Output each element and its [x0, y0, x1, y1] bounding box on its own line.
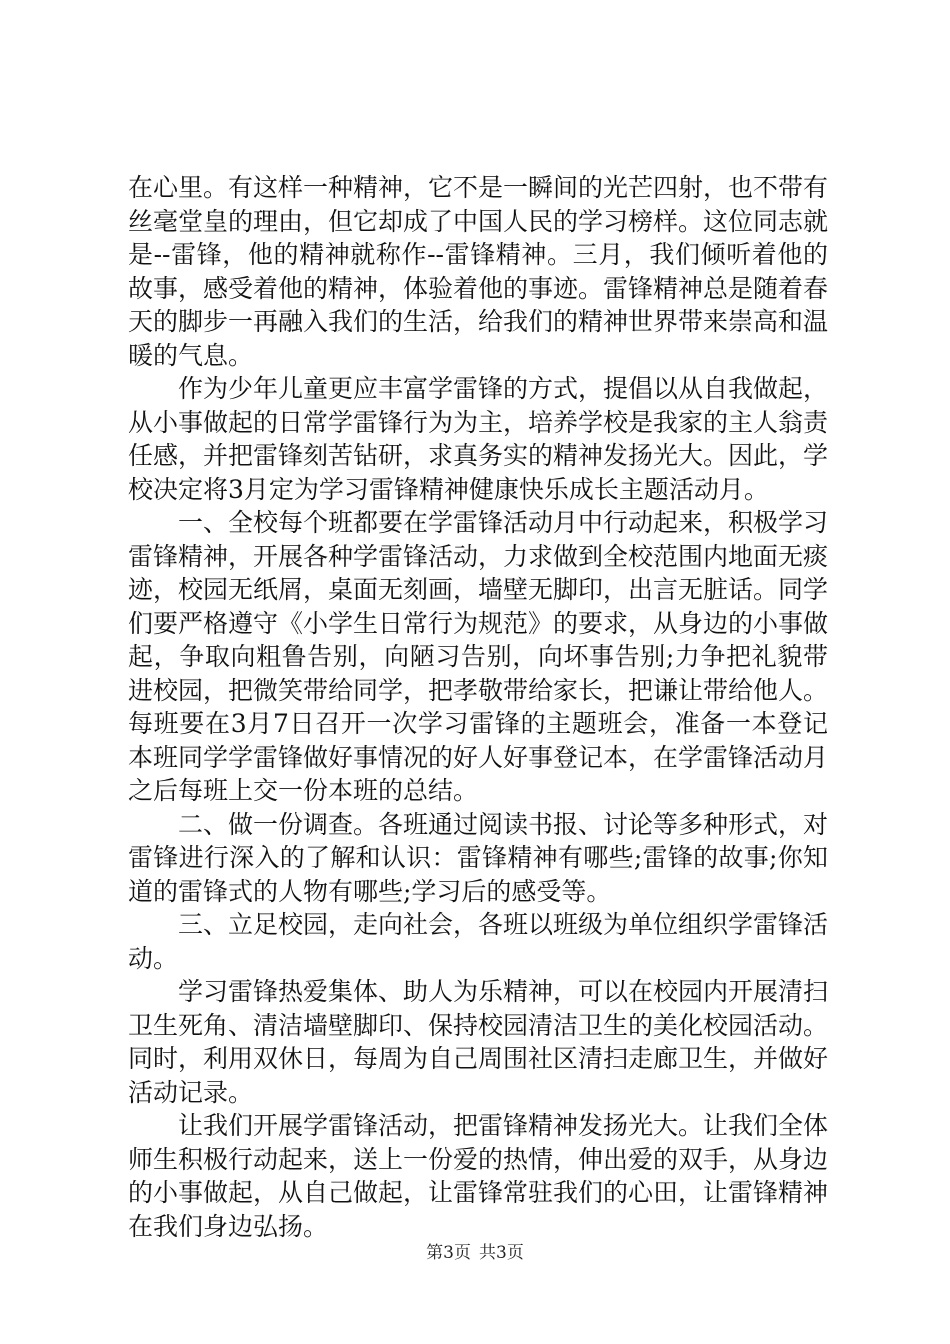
paragraph-1: 在心里。有这样一种精神，它不是一瞬间的光芒四射，也不带有丝毫堂皇的理由，但它却成了中国人民的学习榜样。这位同志就是--雷锋，他的精神就称作--雷锋精神。三月，我们倾听着他的故事，感受着他的精神，体验着他的事迹。雷锋精神总是随着春天的脚步一再融入我们的生活，给我们的精神世界带来崇高和温暖的气息。	[128, 173, 829, 370]
paragraph-7: 让我们开展学雷锋活动，把雷锋精神发扬光大。让我们全体师生积极行动起来，送上一份爱的热情，伸出爱的双手，从身边的小事做起，从自己做起，让雷锋常驻我们的心田，让雷锋精神在我们身边弘扬。	[128, 1111, 829, 1241]
page-footer	[0, 1242, 950, 1264]
paragraph-4: 二、做一份调查。各班通过阅读书报、讨论等多种形式，对雷锋进行深入的了解和认识：雷锋精神有哪些;雷锋的故事;你知道的雷锋式的人物有哪些;学习后的感受等。	[128, 809, 829, 906]
paragraph-3: 一、全校每个班都要在学雷锋活动月中行动起来，积极学习雷锋精神，开展各种学雷锋活动，力求做到全校范围内地面无痰迹，校园无纸屑，桌面无刻画，墙壁无脚印，出言无脏话。同学们要严格遵守《小学生日常行为规范》的要求，从身边的小事做起，争取向粗鲁告别，向陋习告别，向坏事告别;力争把礼貌带进校园，把微笑带给同学，把孝敬带给家长，把谦让带给他人。每班要在3月7日召开一次学习雷锋的主题班会，准备一本登记本班同学学雷锋做好事情况的好人好事登记本，在学雷锋活动月之后每班上交一份本班的总结。	[128, 508, 829, 805]
paragraph-2: 作为少年儿童更应丰富学雷锋的方式，提倡以从自我做起，从小事做起的日常学雷锋行为为主，培养学校是我家的主人翁责任感，并把雷锋刻苦钻研，求真务实的精神发扬光大。因此，学校决定将3月定为学习雷锋精神健康快乐成长主题活动月。	[128, 374, 829, 504]
document-body	[128, 171, 828, 1243]
page-number: 第3页	[426, 1243, 471, 1263]
paragraph-6: 学习雷锋热爱集体、助人为乐精神，可以在校园内开展清扫卫生死角、清洁墙壁脚印、保持校园清洁卫生的美化校园活动。同时，利用双休日，每周为自己周围社区清扫走廊卫生，并做好活动记录。	[128, 977, 829, 1107]
page-total: 共3页	[479, 1243, 524, 1263]
paragraph-5: 三、立足校园，走向社会，各班以班级为单位组织学雷锋活动。	[128, 910, 829, 973]
